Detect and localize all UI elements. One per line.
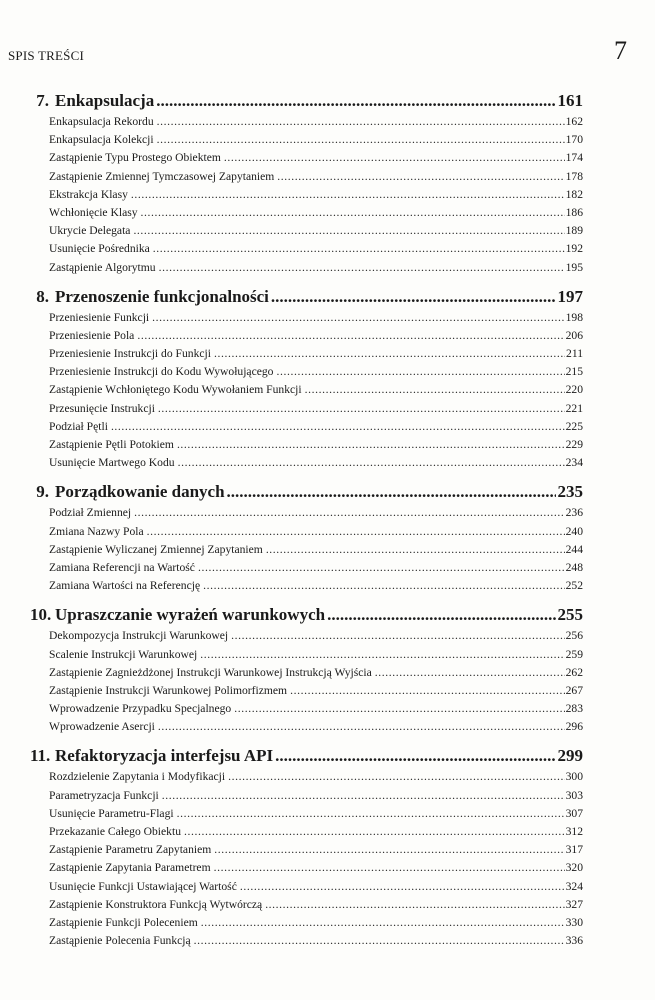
toc-entry-title: Przesunięcie Instrukcji <box>49 401 155 415</box>
toc-entry-title: Zastąpienie Parametru Zapytaniem <box>49 843 212 857</box>
toc-entry-page-number: 317 <box>565 843 583 857</box>
toc-entry-title: Zastąpienie Typu Prostego Obiektem <box>49 151 221 165</box>
dot-leader <box>162 787 565 805</box>
toc-entry-title: Wchłonięcie Klasy <box>49 205 138 219</box>
toc-entry-page-number: 220 <box>565 383 583 397</box>
toc-entry-page-number: 186 <box>565 205 583 219</box>
toc-entry-title: Zastąpienie Pętli Potokiem <box>49 438 174 451</box>
dot-leader <box>158 400 565 418</box>
toc-entry-title: Wprowadzenie Przypadku Specjalnego <box>49 702 232 716</box>
chapter-title: Upraszczanie wyrażeń warunkowych <box>55 605 326 625</box>
toc-entry-title: Przeniesienie Funkcji <box>49 310 150 324</box>
dot-leader <box>111 418 565 436</box>
toc-entry-page-number: 244 <box>565 542 583 556</box>
toc-entry-title: Podział Pętli <box>49 419 108 433</box>
chapter <box>30 88 583 277</box>
toc-entry-page-number: 234 <box>565 456 583 470</box>
toc-entry[interactable] <box>30 222 583 240</box>
toc-entry-page-number: 248 <box>565 560 583 574</box>
chapter-title: Porządkowanie danych <box>55 482 225 502</box>
dot-leader <box>203 577 565 595</box>
toc-entry-page-number: 174 <box>565 151 583 165</box>
toc-entry-page-number: 262 <box>565 665 583 679</box>
toc-entry-page-number: 182 <box>565 187 583 201</box>
chapter-number: 9. <box>36 482 49 502</box>
toc-entry-page-number: 303 <box>565 788 583 802</box>
dot-leader <box>305 381 565 399</box>
toc-entry-page-number: 267 <box>565 683 583 697</box>
dot-leader <box>290 682 565 700</box>
chapter-number: 8. <box>36 286 49 306</box>
dot-leader <box>131 186 565 204</box>
toc-entry[interactable] <box>30 309 583 327</box>
dot-leader <box>266 541 565 559</box>
dot-leader <box>200 646 564 664</box>
toc-entry[interactable] <box>30 559 583 577</box>
toc-entry[interactable] <box>30 859 583 877</box>
table-of-contents <box>30 88 583 950</box>
toc-entry[interactable] <box>30 627 583 645</box>
toc-entry-page-number: 162 <box>565 115 583 128</box>
toc-entry-title: Dekompozycja Instrukcji Warunkowej <box>49 629 229 643</box>
toc-entry-page-number: 225 <box>565 419 583 433</box>
dot-leader <box>231 627 564 645</box>
dot-leader <box>134 504 565 522</box>
toc-entry-title: Usunięcie Funkcji Ustawiającej Wartość <box>49 879 237 893</box>
toc-entry-page-number: 198 <box>565 310 583 324</box>
dot-leader <box>234 700 564 718</box>
toc-entry-title: Usunięcie Pośrednika <box>49 242 150 256</box>
chapter-number: 11. <box>30 746 51 766</box>
toc-entry-page-number: 211 <box>566 347 583 361</box>
toc-entry-title: Enkapsulacja Rekordu <box>49 115 154 128</box>
dot-leader <box>240 878 565 896</box>
toc-entry-title: Podział Zmiennej <box>49 506 132 520</box>
chapter-title: Enkapsulacja <box>55 91 155 110</box>
toc-entry-title: Rozdzielenie Zapytania i Modyfikacji <box>49 770 226 784</box>
toc-entry-page-number: 189 <box>565 224 583 238</box>
toc-entry-page-number: 296 <box>565 720 583 734</box>
toc-entry-title: Usunięcie Parametru-Flagi <box>49 806 174 820</box>
toc-entry[interactable] <box>30 381 583 399</box>
dot-leader <box>159 259 565 277</box>
toc-entry-page-number: 229 <box>565 438 583 451</box>
chapter-heading[interactable] <box>30 88 583 113</box>
dot-leader <box>375 664 565 682</box>
dot-leader <box>214 345 565 363</box>
dot-leader <box>201 914 565 932</box>
toc-entry-title: Zastąpienie Wchłoniętego Kodu Wywołaniem Funkcji <box>49 383 302 397</box>
toc-entry-title: Zastąpienie Zmiennej Tymczasowej Zapytaniem <box>49 169 275 183</box>
toc-entry[interactable] <box>30 131 583 149</box>
dot-leader <box>153 240 565 258</box>
toc-entry-page-number: 336 <box>565 934 583 948</box>
toc-entry-title: Zastąpienie Algorytmu <box>49 260 156 274</box>
toc-entry[interactable] <box>30 932 583 950</box>
toc-entry[interactable] <box>30 700 583 718</box>
running-head-title: SPIS TREŚCI <box>8 48 85 63</box>
dot-leader <box>214 841 564 859</box>
chapter-heading[interactable] <box>30 284 583 309</box>
toc-entry[interactable] <box>30 768 583 786</box>
toc-entry[interactable] <box>30 186 583 204</box>
chapter-heading[interactable] <box>30 602 583 627</box>
toc-entry-page-number: 178 <box>565 169 583 183</box>
dot-leader <box>137 327 564 345</box>
toc-entry-page-number: 330 <box>565 915 583 929</box>
toc-entry[interactable] <box>30 523 583 541</box>
running-head <box>8 36 627 66</box>
dot-leader <box>156 88 555 113</box>
toc-entry[interactable] <box>30 805 583 823</box>
dot-leader <box>224 149 565 167</box>
toc-entry-page-number: 307 <box>565 806 583 820</box>
dot-leader <box>177 805 565 823</box>
chapter <box>30 602 583 736</box>
toc-entry-page-number: 236 <box>565 506 583 520</box>
toc-entry-page-number: 221 <box>565 401 583 415</box>
toc-entry[interactable] <box>30 327 583 345</box>
toc-entry-title: Zastąpienie Polecenia Funkcją <box>49 934 191 948</box>
chapter-page-number: 197 <box>557 286 583 306</box>
chapter-heading[interactable] <box>30 479 583 504</box>
toc-entry[interactable] <box>30 149 583 167</box>
toc-entry[interactable] <box>30 841 583 859</box>
dot-leader <box>276 363 564 381</box>
toc-entry[interactable] <box>30 878 583 896</box>
dot-leader <box>198 559 565 577</box>
toc-entry-page-number: 192 <box>565 242 583 256</box>
toc-entry[interactable] <box>30 823 583 841</box>
toc-entry-title: Zamiana Referencji na Wartość <box>49 560 195 574</box>
toc-entry-page-number: 283 <box>565 702 583 716</box>
toc-entry[interactable] <box>30 577 583 595</box>
toc-entry-title: Zastąpienie Funkcji Poleceniem <box>49 915 198 929</box>
toc-entry[interactable] <box>30 541 583 559</box>
toc-entry-page-number: 259 <box>565 647 583 661</box>
toc-entry-title: Parametryzacja Funkcji <box>49 788 159 802</box>
chapter <box>30 284 583 473</box>
toc-entry-page-number: 240 <box>565 524 583 538</box>
toc-entry[interactable] <box>30 664 583 682</box>
toc-entry-page-number: 206 <box>565 328 583 342</box>
toc-entry-page-number: 256 <box>565 629 583 643</box>
toc-entry-title: Przeniesienie Instrukcji do Kodu Wywołującego <box>49 365 274 379</box>
chapter-page-number: 299 <box>557 746 583 766</box>
toc-entry-title: Zastąpienie Wyliczanej Zmiennej Zapytaniem <box>49 542 263 556</box>
toc-entry[interactable] <box>30 240 583 258</box>
dot-leader <box>178 454 565 472</box>
dot-leader <box>194 932 565 950</box>
toc-entry[interactable] <box>30 113 583 131</box>
toc-entry[interactable] <box>30 345 583 363</box>
toc-entry[interactable] <box>30 718 583 736</box>
dot-leader <box>152 309 564 327</box>
chapter <box>30 743 583 950</box>
dot-leader <box>141 204 565 222</box>
dot-leader <box>275 743 555 768</box>
toc-entry[interactable] <box>30 504 583 522</box>
toc-entry[interactable] <box>30 436 583 454</box>
toc-entry[interactable] <box>30 646 583 664</box>
toc-entry-title: Wprowadzenie Asercji <box>49 720 155 734</box>
toc-entry[interactable] <box>30 418 583 436</box>
dot-leader <box>277 168 564 186</box>
toc-entry[interactable] <box>30 363 583 381</box>
toc-entry-page-number: 195 <box>565 260 583 274</box>
toc-entry-title: Przekazanie Całego Obiektu <box>49 825 181 838</box>
chapter-page-number: 161 <box>557 91 583 110</box>
toc-entry-title: Scalenie Instrukcji Warunkowej <box>49 647 198 661</box>
toc-entry[interactable] <box>30 168 583 186</box>
toc-entry-title: Zastąpienie Zagnieżdżonej Instrukcji Warunkowej Instrukcją Wyjścia <box>49 665 372 679</box>
toc-entry-title: Enkapsulacja Kolekcji <box>49 133 154 147</box>
dot-leader <box>228 768 565 786</box>
toc-entry-title: Przeniesienie Pola <box>49 328 135 342</box>
toc-entry[interactable] <box>30 914 583 932</box>
toc-entry-title: Zastąpienie Konstruktora Funkcją Wytwórczą <box>49 897 263 911</box>
toc-entry-page-number: 324 <box>565 879 583 893</box>
toc-entry-title: Usunięcie Martwego Kodu <box>49 456 175 470</box>
page-number: 7 <box>614 36 627 65</box>
toc-entry[interactable] <box>30 682 583 700</box>
toc-entry-page-number: 327 <box>565 897 583 911</box>
toc-entry-page-number: 170 <box>565 133 583 147</box>
toc-entry-page-number: 312 <box>565 825 583 838</box>
toc-entry[interactable] <box>30 787 583 805</box>
dot-leader <box>133 222 564 240</box>
dot-leader <box>157 131 565 149</box>
chapter-title: Refaktoryzacja interfejsu API <box>55 746 274 766</box>
dot-leader <box>271 284 556 309</box>
toc-entry-title: Ekstrakcja Klasy <box>49 187 128 201</box>
toc-entry-title: Ukrycie Delegata <box>49 224 131 238</box>
chapter-number: 10. <box>30 605 52 625</box>
toc-entry-page-number: 252 <box>565 579 583 593</box>
dot-leader <box>227 479 556 504</box>
dot-leader <box>158 718 565 736</box>
chapter-title: Przenoszenie funkcjonalności <box>55 286 269 306</box>
dot-leader <box>177 436 565 454</box>
toc-entry[interactable] <box>30 204 583 222</box>
toc-entry[interactable] <box>30 896 583 914</box>
dot-leader <box>265 896 564 914</box>
dot-leader <box>147 523 565 541</box>
chapter <box>30 479 583 595</box>
chapter-page-number: 235 <box>557 482 583 502</box>
dot-leader <box>214 859 565 877</box>
toc-entry-title: Zamiana Wartości na Referencję <box>49 579 201 593</box>
chapter-heading[interactable] <box>30 743 583 768</box>
chapter-number: 7. <box>36 91 49 110</box>
toc-entry-title: Zmiana Nazwy Pola <box>49 524 144 538</box>
dot-leader <box>184 823 565 841</box>
toc-entry[interactable] <box>30 400 583 418</box>
toc-entry[interactable] <box>30 454 583 472</box>
toc-entry-title: Przeniesienie Instrukcji do Funkcji <box>49 347 211 361</box>
dot-leader <box>327 602 555 627</box>
dot-leader <box>157 113 565 131</box>
toc-entry-page-number: 215 <box>565 365 583 379</box>
toc-entry-title: Zastąpienie Instrukcji Warunkowej Polimorfizmem <box>49 683 288 697</box>
toc-entry-page-number: 300 <box>565 770 583 784</box>
toc-entry-title: Zastąpienie Zapytania Parametrem <box>49 861 211 875</box>
toc-entry[interactable] <box>30 259 583 277</box>
toc-entry-page-number: 320 <box>565 861 583 875</box>
chapter-page-number: 255 <box>557 605 583 625</box>
